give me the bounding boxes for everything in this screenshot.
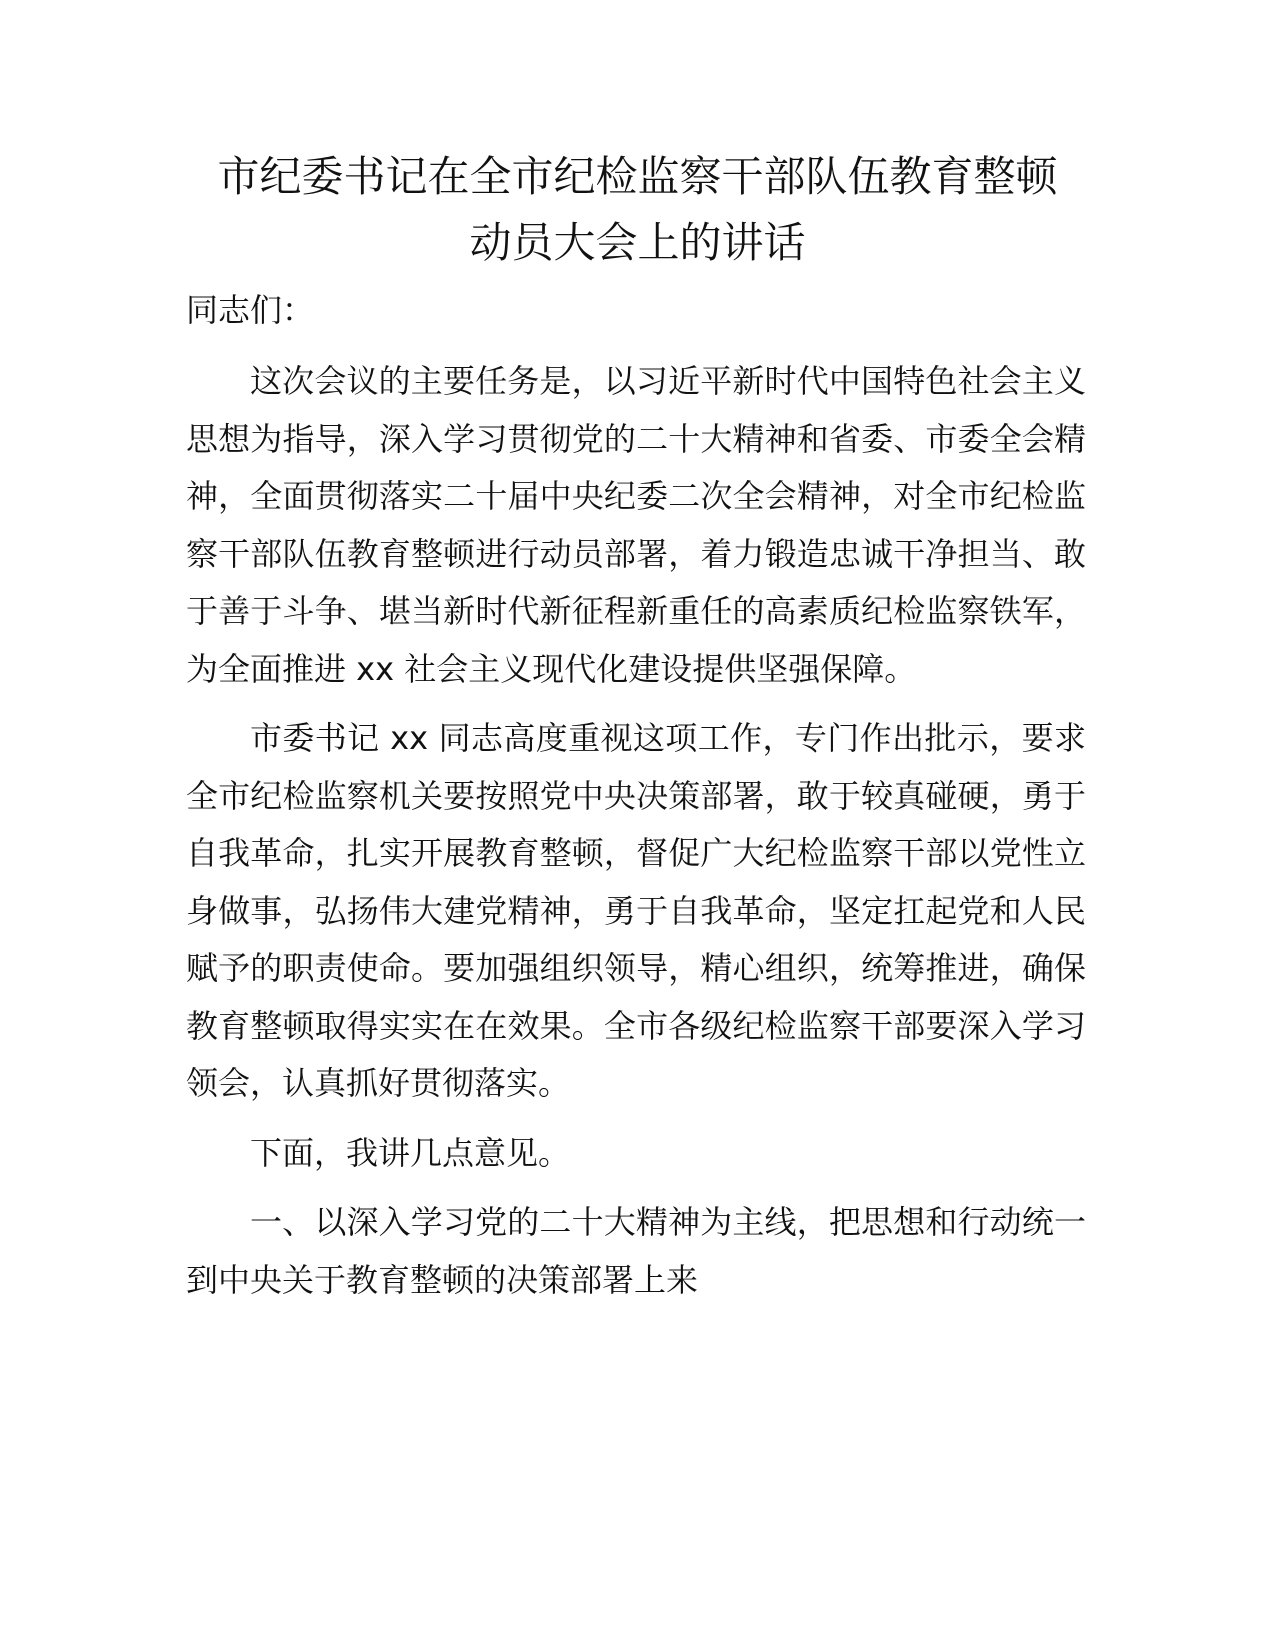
title-line-2: 动员大会上的讲话 bbox=[469, 218, 806, 267]
paragraph-secretary-instruction: 市委书记 xx 同志高度重视这项工作，专门作出批示，要求全市纪检监察机关要按照党中央决策部署，敢于较真碰硬，勇于自我革命，扎实开展教育整顿，督促广大纪检监察干部以党性立身做事，弘扬伟大建党精神，勇于自我革命，坚定扛起党和人民赋予的职责使命。要加强组织领导，精心组织，统筹推进，确保教育整顿取得实实在在效果。全市各级纪检监察干部要深入学习领会，认真抓好贯彻落实。 bbox=[186, 719, 1086, 1102]
salutation: 同志们： bbox=[186, 291, 315, 329]
title-line-1: 市纪委书记在全市纪检监察干部队伍教育整顿 bbox=[217, 152, 1058, 201]
document-title bbox=[150, 144, 1125, 276]
section-heading-one: 一、以深入学习党的二十大精神为主线，把思想和行动统一到中央关于教育整顿的决策部署上来 bbox=[186, 1203, 1086, 1299]
document-body bbox=[186, 280, 1086, 1309]
paragraph-meeting-task: 这次会议的主要任务是，以习近平新时代中国特色社会主义思想为指导，深入学习贯彻党的二十大精神和省委、市委全会精神，全面贯彻落实二十届中央纪委二次全会精神，对全市纪检监察干部队伍教育整顿进行动员部署，着力锻造忠诚干净担当、敢于善于斗争、堪当新时代新征程新重任的高素质纪检监察铁军，为全面推进 xx 社会主义现代化建设提供坚强保障。 bbox=[186, 362, 1086, 688]
paragraph-opinions-intro: 下面，我讲几点意见。 bbox=[250, 1133, 571, 1172]
